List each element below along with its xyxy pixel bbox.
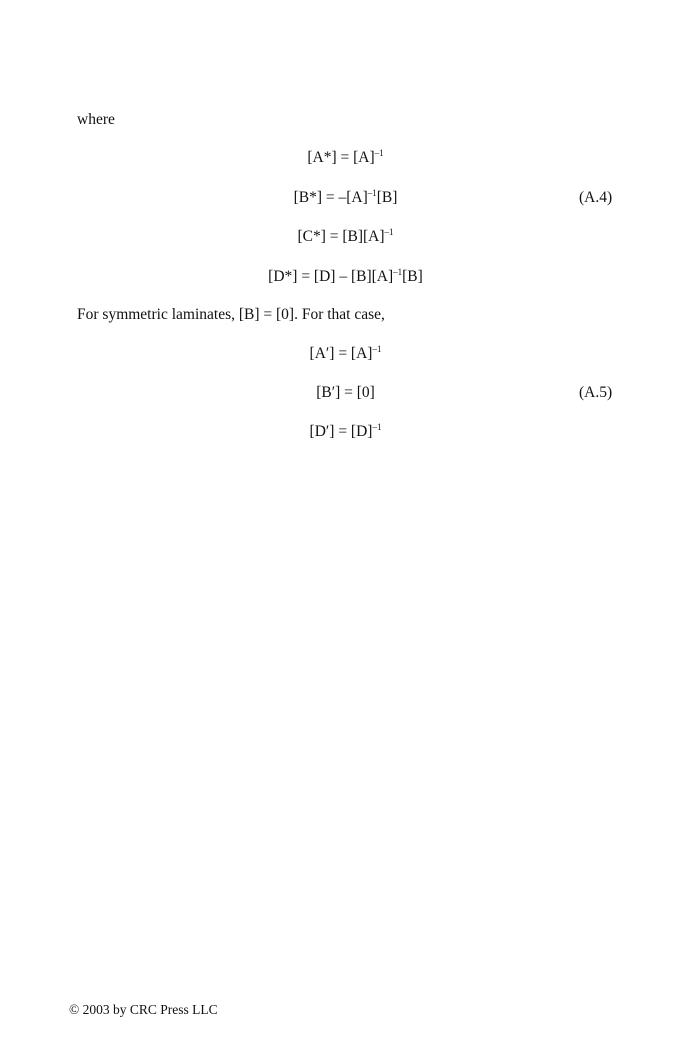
equation-rest: [B] <box>376 189 398 206</box>
equation-superscript: –1 <box>367 188 377 198</box>
equation-lhs: [B*] = –[A] <box>293 189 368 206</box>
equation-d-star <box>0 268 691 286</box>
equation-superscript: –1 <box>393 267 403 277</box>
equation-c-star <box>0 228 691 246</box>
equation-superscript: –1 <box>372 344 382 354</box>
equation-superscript: –1 <box>374 148 384 158</box>
equation-lhs: [A′] = [A] <box>309 345 373 362</box>
equation-rest: [B] <box>402 268 423 285</box>
equation-lhs: [D*] = [D] – [B][A] <box>268 268 394 285</box>
equation-lhs: [B′] = [0] <box>316 384 375 401</box>
equation-lhs: [C*] = [B][A] <box>297 228 385 245</box>
equation-number-a4: (A.4) <box>579 189 613 206</box>
equation-d-prime <box>0 423 691 441</box>
equation-superscript: –1 <box>384 227 394 237</box>
equation-lhs: [D′] = [D] <box>309 423 373 440</box>
mid-text: For symmetric laminates, [B] = [0]. For that case, <box>77 306 385 323</box>
equation-a-prime <box>0 345 691 363</box>
equation-lhs: [A*] = [A] <box>307 149 375 166</box>
copyright-footer: © 2003 by CRC Press LLC <box>69 1002 218 1017</box>
equation-superscript: –1 <box>372 422 382 432</box>
equation-number-a5: (A.5) <box>579 384 613 401</box>
intro-text: where <box>77 111 115 128</box>
equation-a-star <box>0 149 691 167</box>
